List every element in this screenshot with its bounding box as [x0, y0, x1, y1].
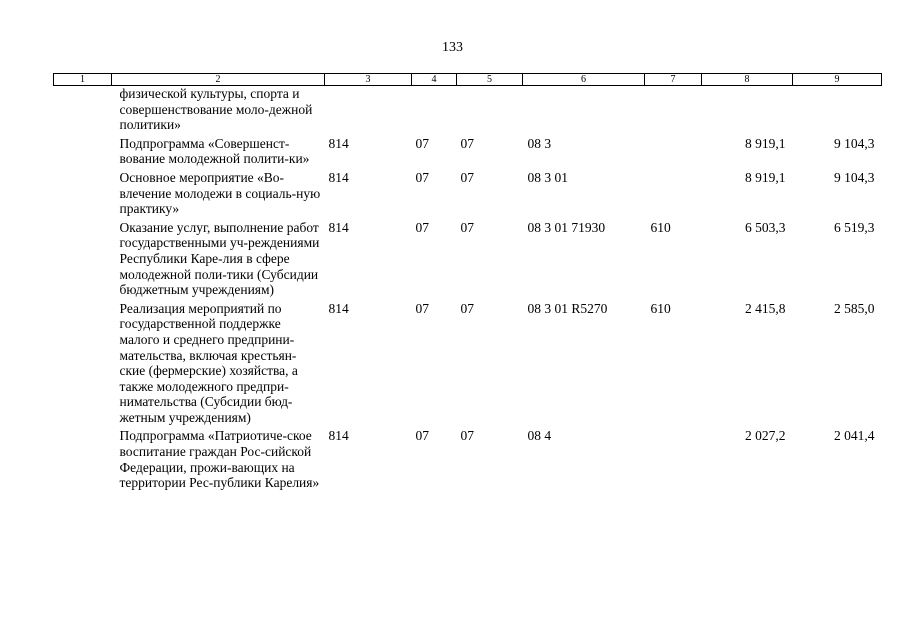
table-row: [54, 428, 882, 493]
page-number: 133: [442, 40, 463, 55]
cell-subsection: 07: [460, 169, 474, 185]
cell-section: 07: [415, 428, 429, 444]
cell-subsection: 07: [460, 428, 474, 444]
cell-subsection: [457, 86, 523, 136]
cell-target: [523, 86, 645, 136]
cell-name: Подпрограмма «Совершенст-вование молодежной полити-ки»: [119, 135, 310, 167]
cell-ministry: 814: [328, 428, 349, 444]
cell-ministry: 814: [328, 169, 349, 185]
cell-subsection: 07: [460, 300, 474, 316]
cell-empty: [54, 86, 112, 136]
cell-sum-1: 8 919,1: [745, 169, 786, 185]
cell-expense: [645, 86, 702, 136]
cell-target: 08 3 01 71930: [527, 219, 606, 235]
table-body: [54, 86, 882, 494]
header-col-4: 4: [412, 74, 457, 86]
cell-name: Подпрограмма «Патриотиче-ское воспитание граждан Рос-сийской Федерации, прожи-вающих на территории Рес-публики Карелия»: [119, 428, 320, 491]
header-row: [54, 74, 882, 86]
cell-section: 07: [415, 135, 429, 151]
header-col-1: 1: [54, 74, 112, 86]
table-row: [54, 86, 882, 136]
cell-sum-1: 2 027,2: [745, 428, 786, 444]
cell-expense: 610: [650, 219, 671, 235]
cell-section: 07: [415, 219, 429, 235]
cell-empty: [54, 220, 112, 301]
header-col-9: 9: [793, 74, 882, 86]
cell-name: Основное мероприятие «Во-влечение молодежи в социаль-ную практику»: [119, 169, 321, 217]
header-col-7: 7: [645, 74, 702, 86]
budget-table: [53, 73, 882, 494]
cell-subsection: 07: [460, 135, 474, 151]
cell-expense: 610: [650, 300, 671, 316]
cell-empty: [54, 301, 112, 429]
cell-ministry: 814: [328, 135, 349, 151]
cell-target: 08 3 01: [527, 169, 568, 185]
cell-ministry: [325, 86, 412, 136]
cell-sum-2: 9 104,3: [834, 135, 875, 151]
cell-section: [412, 86, 457, 136]
header-col-6: 6: [523, 74, 645, 86]
cell-ministry: 814: [328, 300, 349, 316]
cell-expense: [645, 170, 702, 220]
header-col-8: 8: [702, 74, 793, 86]
cell-sum-2: 2 585,0: [834, 300, 875, 316]
cell-sum-1: 8 919,1: [745, 135, 786, 151]
cell-empty: [54, 136, 112, 170]
header-col-5: 5: [457, 74, 523, 86]
cell-expense: [645, 428, 702, 493]
cell-expense: [645, 136, 702, 170]
table-row: [54, 220, 882, 301]
cell-name: Реализация мероприятий по государственной поддержке малого и среднего предприни-мательства, включая крестьян-ские (фермерские) хозяйства, а также молодежного предпри-нимательства (Субсидии бюд-жетным учреждениям): [119, 300, 298, 425]
header-col-2: 2: [112, 74, 325, 86]
cell-sum-2: [793, 86, 882, 136]
table-row: [54, 301, 882, 429]
cell-empty: [54, 428, 112, 493]
cell-sum-1: 6 503,3: [745, 219, 786, 235]
cell-subsection: 07: [460, 219, 474, 235]
table-row: [54, 170, 882, 220]
cell-section: 07: [415, 169, 429, 185]
cell-ministry: 814: [328, 219, 349, 235]
cell-sum-1: [702, 86, 793, 136]
cell-sum-2: 2 041,4: [834, 428, 875, 444]
table-row: [54, 136, 882, 170]
cell-sum-1: 2 415,8: [745, 300, 786, 316]
cell-empty: [54, 170, 112, 220]
cell-target: 08 3 01 R5270: [527, 300, 608, 316]
cell-sum-2: 9 104,3: [834, 169, 875, 185]
cell-name: физической культуры, спорта и совершенствование моло-дежной политики»: [119, 86, 313, 133]
cell-target: 08 3: [527, 135, 552, 151]
cell-section: 07: [415, 300, 429, 316]
header-col-3: 3: [325, 74, 412, 86]
cell-target: 08 4: [527, 428, 552, 444]
table-header: [54, 74, 882, 86]
cell-name: Оказание услуг, выполнение работ государственными уч-реждениями Республики Каре-лия в сфере молодежной поли-тики (Субсидии бюджетным учреждениям): [119, 219, 320, 298]
cell-sum-2: 6 519,3: [834, 219, 875, 235]
